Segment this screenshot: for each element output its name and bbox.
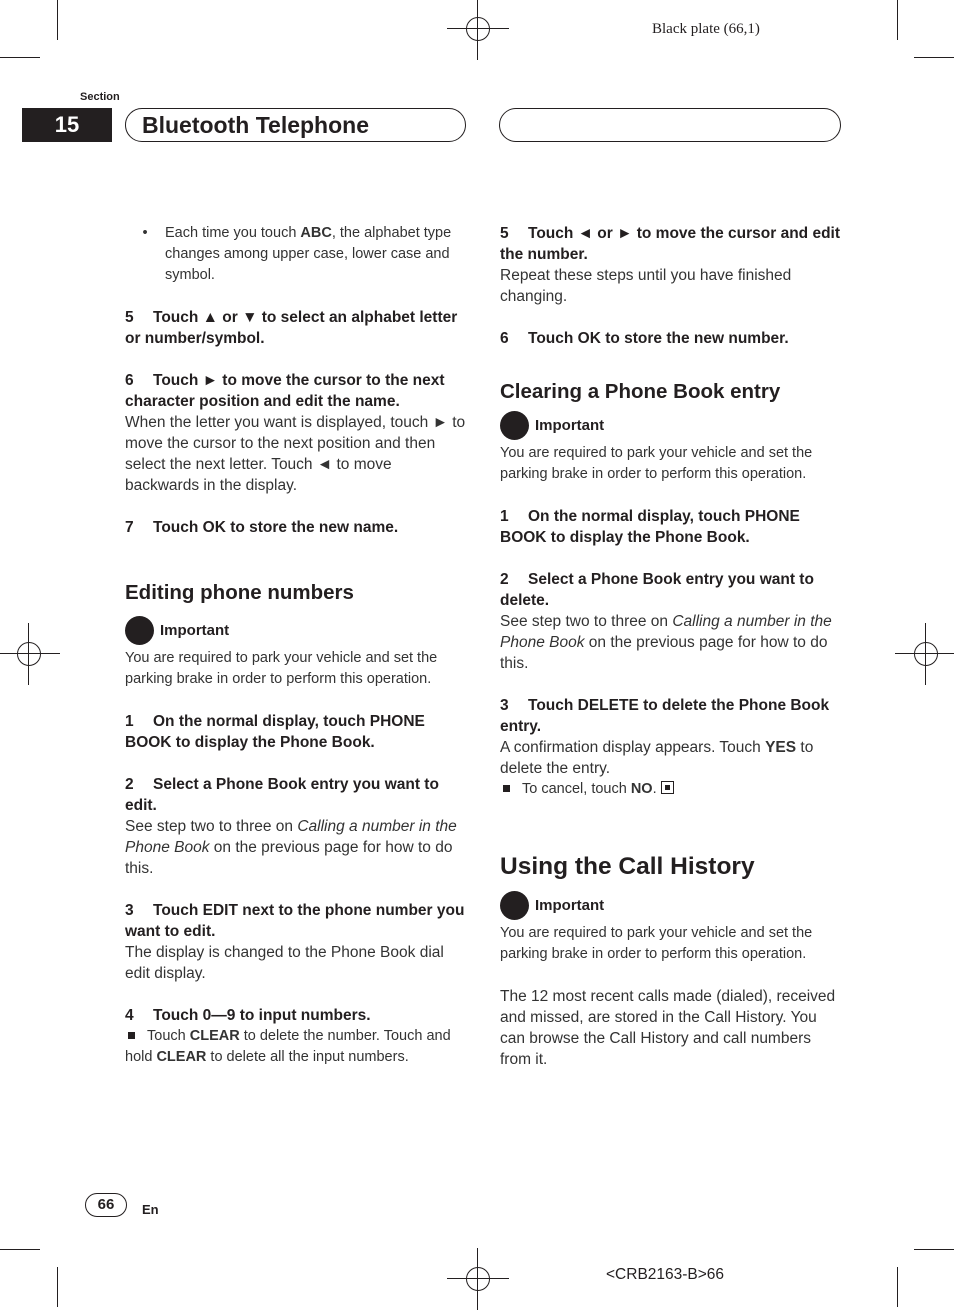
crop-mark [914,57,954,58]
edit-step-3: 3 Touch EDIT next to the phone number you want to edit. [125,902,465,940]
section-label: Section [80,91,120,103]
section-title-box [125,108,466,142]
edit-step-1: 1 On the normal display, touch PHONE BOOK to display the Phone Book. [125,713,425,751]
important-header: Important [500,890,842,920]
step-6-right: 6 Touch OK to store the new number. [500,330,789,347]
edit-step-4: 4 Touch 0—9 to input numbers. [125,1007,371,1024]
registration-mark [14,639,44,669]
important-icon [125,616,154,645]
important-text: You are required to park your vehicle and set the parking brake in order to perform this operation. [500,925,813,962]
registration-mark [463,14,493,44]
language-label: En [142,1202,159,1217]
call-history-heading: Using the Call History [500,853,755,880]
step-5-right: 5 Touch ◄ or ► to move the cursor and edit the number. [500,225,841,263]
end-mark-icon [661,781,674,794]
clear-step-3-body: A confirmation display appears. Touch YES to delete the entry. [500,739,814,777]
step-5: 5 Touch ▲ or ▼ to select an alphabet letter or number/symbol. [125,309,458,347]
important-text: You are required to park your vehicle and set the parking brake in order to perform this operation. [500,445,813,482]
call-history-body: The 12 most recent calls made (dialed), received and missed, are stored in the Call History. You can browse the Call History and call numbers from it. [500,988,836,1068]
crop-mark [0,1249,40,1250]
right-column [500,223,842,1070]
important-header: Important [125,615,467,645]
clearing-heading: Clearing a Phone Book entry [500,380,781,403]
edit-step-4-note: Touch CLEAR to delete the number. Touch and hold CLEAR to delete all the input numbers. [125,1028,451,1065]
crop-mark [897,1267,898,1307]
page-number: 66 [85,1193,127,1217]
section-number: 15 [22,108,112,142]
clear-step-3-note: To cancel, touch NO. [500,779,842,800]
clear-step-2-body: See step two to three on Calling a number in the Phone Book on the previous page for how to do this. [500,613,832,672]
important-text: You are required to park your vehicle and set the parking brake in order to perform this operation. [125,650,438,687]
edit-step-2-body: See step two to three on Calling a number in the Phone Book on the previous page for how to do this. [125,818,457,877]
document-code: <CRB2163-B>66 [606,1266,725,1283]
registration-mark [463,1264,493,1294]
bullet-item: • Each time you touch ABC, the alphabet type changes among upper case, lower case and symbol. [142,225,452,283]
clear-step-3: 3 Touch DELETE to delete the Phone Book entry. [500,697,830,735]
editing-heading: Editing phone numbers [125,581,354,604]
crop-mark [897,0,898,40]
edit-step-3-body: The display is changed to the Phone Book dial edit display. [125,944,444,982]
important-icon [500,411,529,440]
crop-mark [0,57,40,58]
step-6-body: When the letter you want is displayed, touch ► to move the cursor to the next position and then select the next letter. Touch ◄ to move backwards in the display. [125,414,466,494]
section-title: Bluetooth Telephone [142,112,370,138]
edit-step-2: 2 Select a Phone Book entry you want to edit. [125,776,439,814]
step-5-right-body: Repeat these steps until you have finished changing. [500,267,792,305]
important-header: Important [500,410,842,440]
step-6: 6 Touch ► to move the cursor to the next character position and edit the name. [125,372,445,410]
crop-mark [914,1249,954,1250]
plate-label: Black plate (66,1) [652,21,760,37]
crop-mark [57,0,58,40]
important-icon [500,891,529,920]
right-title-box [499,108,841,142]
clear-step-1: 1 On the normal display, touch PHONE BOOK to display the Phone Book. [500,508,800,546]
registration-mark [911,639,941,669]
left-column [125,223,467,1068]
clear-step-2: 2 Select a Phone Book entry you want to delete. [500,571,814,609]
crop-mark [57,1267,58,1307]
step-7: 7 Touch OK to store the new name. [125,519,399,536]
